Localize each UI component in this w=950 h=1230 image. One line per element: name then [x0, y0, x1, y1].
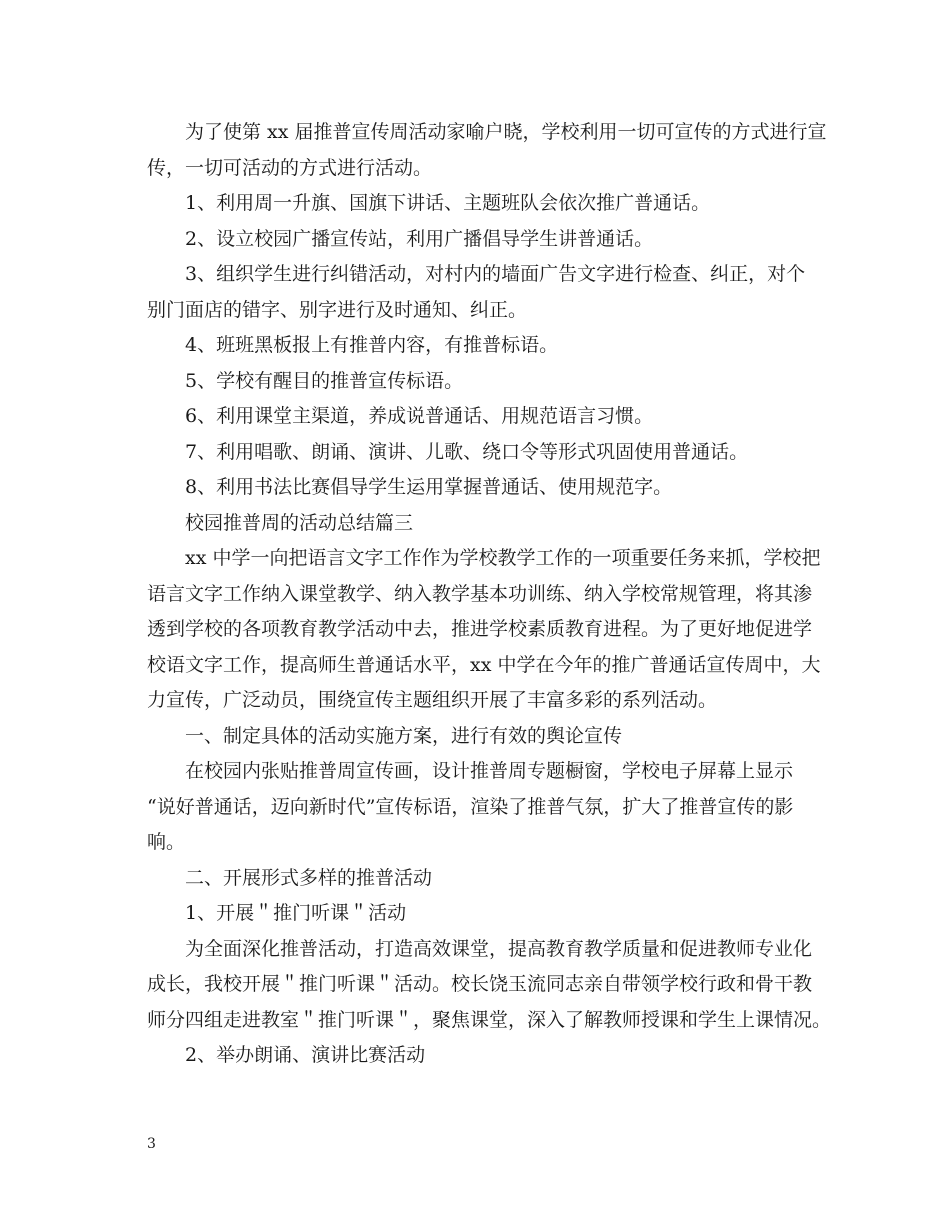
- text-line: 7、利用唱歌、朗诵、演讲、儿歌、绕口令等形式巩固使用普通话。: [185, 440, 749, 463]
- text-line: 力宣传，广泛动员，围绕宣传主题组织开展了丰富多彩的系列活动。: [147, 689, 718, 711]
- text-line: 透到学校的各项教育教学活动中去，推进学校素质教育进程。为了更好地促进学: [147, 618, 813, 640]
- text-line: 语言文字工作纳入课堂教学、纳入教学基本功训练、纳入学校常规管理，将其渗: [147, 582, 813, 605]
- text-line: 2、设立校园广播宣传站，利用广播倡导学生讲普通话。: [185, 227, 654, 250]
- text-line: 1、开展＂推门听课＂活动: [185, 902, 407, 924]
- document-body: [147, 115, 832, 1074]
- text-line: 3、组织学生进行纠错活动，对村内的墙面广告文字进行检查、纠正，对个: [185, 263, 806, 285]
- subsection-heading: 二、开展形式多样的推普活动: [185, 866, 433, 889]
- text-line: “说好普通话，迈向新时代”宣传标语，渲染了推普气氛，扩大了推普宣传的影: [147, 795, 794, 818]
- text-line: 为了使第 xx 届推普宣传周活动家喻户晓，学校利用一切可宣传的方式进行宣: [185, 121, 827, 143]
- text-line: 2、举办朗诵、演讲比赛活动: [185, 1044, 426, 1066]
- text-line: 8、利用书法比赛倡导学生运用掌握普通话、使用规范字。: [185, 476, 673, 498]
- text-line: 4、班班黑板报上有推普内容，有推普标语。: [185, 334, 559, 356]
- text-line: 为全面深化推普活动，打造高效课堂，提高教育教学质量和促进教师专业化: [185, 937, 813, 960]
- text-line: 师分四组走进教室＂推门听课＂，聚焦课堂，深入了解教师授课和学生上课情况。: [147, 1008, 832, 1031]
- text-line: 别门面店的错字、别字进行及时通知、纠正。: [147, 298, 528, 321]
- subsection-heading: 一、制定具体的活动实施方案，进行有效的舆论宣传: [185, 724, 623, 747]
- section-heading: 校园推普周的活动总结篇三: [185, 511, 414, 534]
- text-line: 5、学校有醒目的推普宣传标语。: [185, 369, 464, 392]
- text-line: 传，一切可活动的方式进行活动。: [147, 156, 433, 179]
- text-line: 校语文字工作，提高师生普通话水平，xx 中学在今年的推广普通话宣传周中，大: [147, 653, 821, 676]
- page-number: 3: [147, 1136, 156, 1152]
- text-line: 成长，我校开展＂推门听课＂活动。校长饶玉流同志亲自带领学校行政和骨干教: [147, 973, 813, 995]
- text-line: xx 中学一向把语言文字工作作为学校教学工作的一项重要任务来抓，学校把: [185, 547, 821, 569]
- text-line: 1、利用周一升旗、国旗下讲话、主题班队会依次推广普通话。: [185, 192, 711, 214]
- text-line: 响。: [147, 831, 186, 853]
- text-line: 在校园内张贴推普周宣传画，设计推普周专题橱窗，学校电子屏幕上显示: [185, 760, 794, 782]
- text-line: 6、利用课堂主渠道，养成说普通话、用规范语言习惯。: [185, 405, 654, 427]
